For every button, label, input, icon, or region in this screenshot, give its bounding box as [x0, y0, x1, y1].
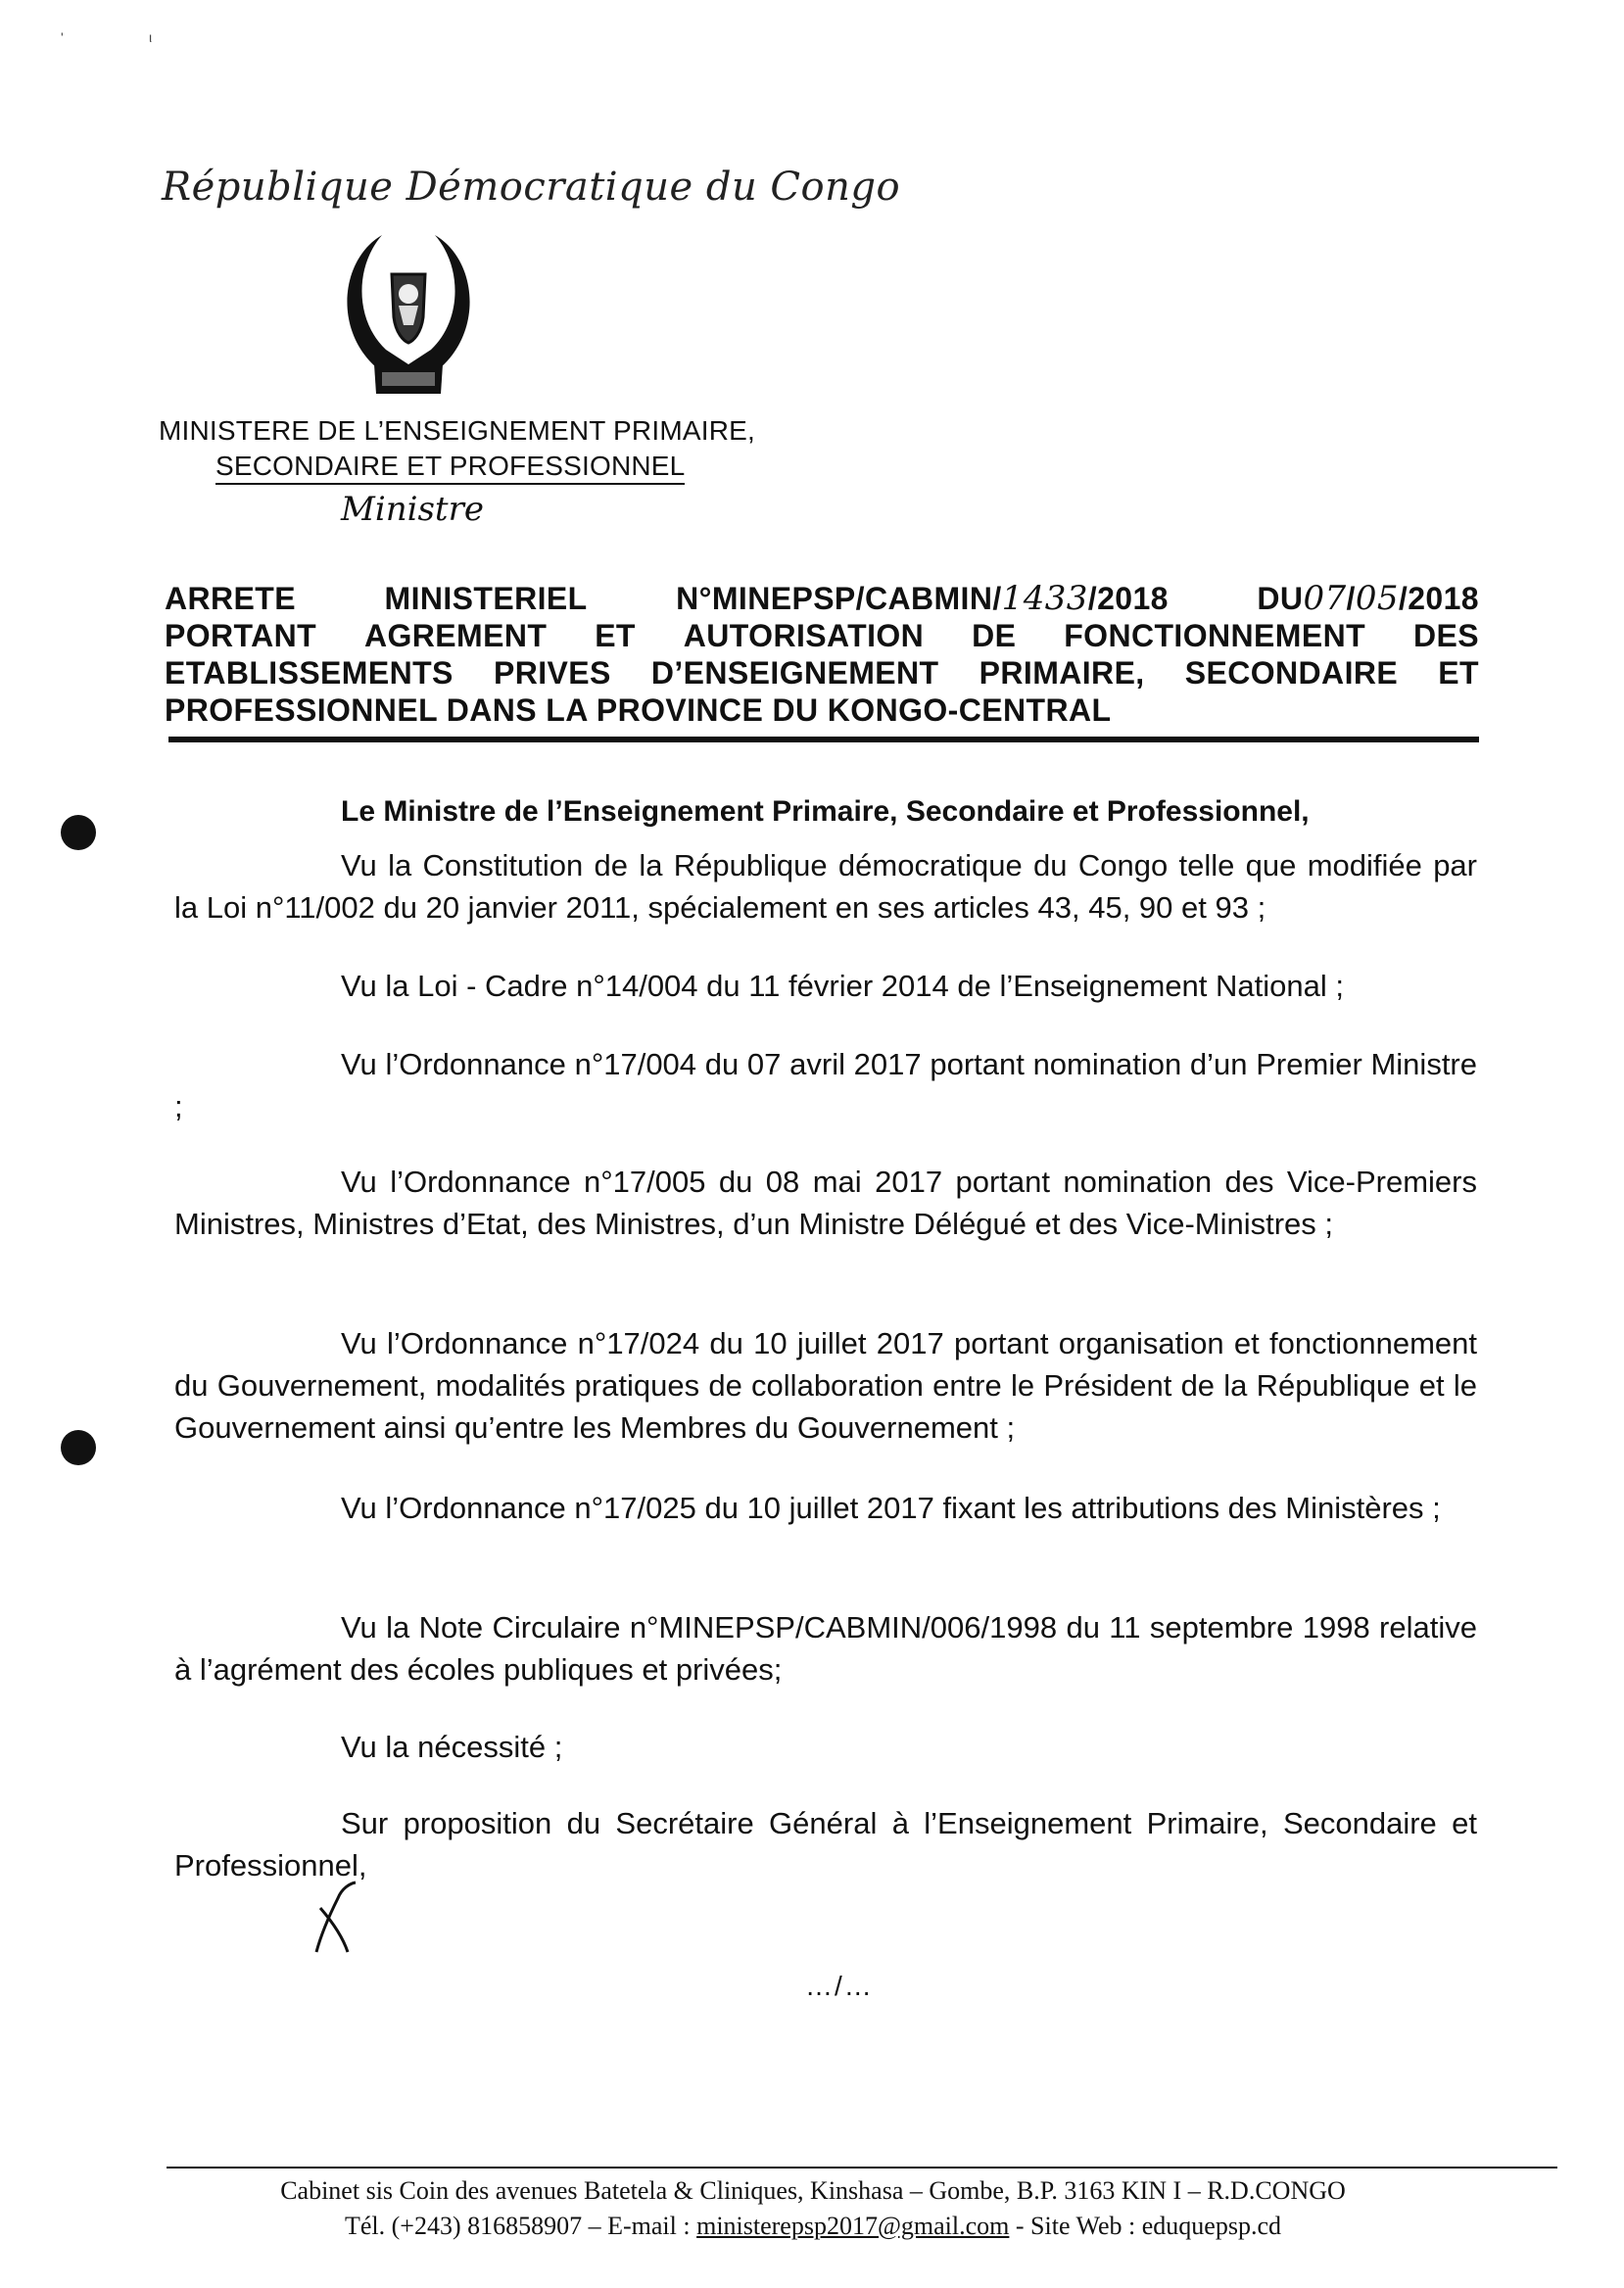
- title-word: DE: [972, 618, 1017, 653]
- decree-title: [165, 580, 1479, 729]
- title-word: ET: [1438, 655, 1479, 691]
- footer-address: Cabinet sis Coin des avenues Batetela & Cliniques, Kinshasa – Gombe, B.P. 3163 KIN I – R.D.CONGO: [280, 2176, 1346, 2205]
- title-word: ARRETE: [165, 581, 296, 616]
- scan-mark: ι: [149, 29, 153, 45]
- title-word: PORTANT: [165, 618, 317, 653]
- decree-number: [676, 580, 1169, 617]
- recital-ordonnance-17-024: Vu l’Ordonnance n°17/024 du 10 juillet 2017 portant organisation et fonctionnement du Gouvernement, modalités pratiques de collaboration entre le Président de la République et le Gouvernement ainsi qu’entre les Membres du Gouvernement ;: [174, 1326, 1477, 1445]
- recital-proposition: Sur proposition du Secrétaire Général à l’Enseignement Primaire, Secondaire et Professionnel,: [174, 1806, 1477, 1883]
- title-word: DES: [1412, 618, 1479, 653]
- republic-heading: République Démocratique du Congo: [162, 165, 901, 210]
- recital-ordonnance-17-004: Vu l’Ordonnance n°17/004 du 07 avril 2017 portant nomination d’un Premier Ministre ;: [174, 1047, 1477, 1123]
- title-word: ET: [595, 618, 636, 653]
- footer-email-link[interactable]: ministerepsp2017@gmail.com: [696, 2212, 1010, 2240]
- coat-of-arms-emblem: [325, 227, 492, 404]
- title-word: ETABLISSEMENTS: [165, 655, 454, 691]
- title-word: AGREMENT: [363, 618, 548, 653]
- title-line-3: [165, 654, 1479, 691]
- recital-loi-cadre: Vu la Loi - Cadre n°14/004 du 11 février 2014 de l’Enseignement National ;: [341, 969, 1344, 1003]
- ministre-subheading: Ministre: [341, 490, 484, 529]
- title-underline-rule: [168, 737, 1479, 742]
- title-word: FONCTIONNEMENT: [1064, 618, 1366, 653]
- recital-constitution: Vu la Constitution de la République démocratique du Congo telle que modifiée par la Loi n°11/002 du 20 janvier 2011, spécialement en ses articles 43, 45, 90 et 93 ;: [174, 848, 1477, 925]
- title-line-2: [165, 617, 1479, 654]
- recital-ordonnance-17-025: Vu l’Ordonnance n°17/025 du 10 juillet 2017 fixant les attributions des Ministères ;: [341, 1491, 1441, 1525]
- footer-contact: [167, 2212, 1459, 2241]
- decree-number-suffix: /2018: [1087, 581, 1169, 616]
- recital-ordonnance-17-005: Vu l’Ordonnance n°17/005 du 08 mai 2017 portant nomination des Vice-Premiers Ministres, Ministres d’Etat, des Ministres, d’un Ministre Délégué et des Vice-Ministres ;: [174, 1165, 1477, 1241]
- date-suffix: /2018: [1398, 581, 1479, 616]
- recital-note-circulaire: Vu la Note Circulaire n°MINEPSP/CABMIN/006/1998 du 11 septembre 1998 relative à l’agrément des écoles publiques et privées;: [174, 1610, 1477, 1687]
- title-word: MINISTERIEL: [384, 581, 588, 616]
- title-word: AUTORISATION: [683, 618, 925, 653]
- title-word: SECONDAIRE: [1184, 655, 1399, 691]
- footer-website: - Site Web : eduquepsp.cd: [1009, 2212, 1281, 2240]
- punch-hole: [61, 1430, 96, 1465]
- punch-hole: [61, 815, 96, 850]
- date-separator: /: [1346, 581, 1356, 616]
- ministry-name-line1: MINISTERE DE L’ENSEIGNEMENT PRIMAIRE,: [159, 415, 755, 446]
- handwritten-day: 07: [1303, 579, 1347, 618]
- title-line-1: [165, 580, 1479, 617]
- handwritten-number: 1433: [1001, 579, 1088, 618]
- decree-number-prefix: N°MINEPSP/CABMIN/: [676, 581, 1002, 616]
- title-word: PRIMAIRE,: [979, 655, 1145, 691]
- handwritten-month: 05: [1355, 579, 1399, 618]
- page-continuation-mark: …/…: [805, 1971, 874, 2001]
- title-word: PRIVES: [493, 655, 611, 691]
- minister-heading: Le Ministre de l’Enseignement Primaire, Secondaire et Professionnel,: [341, 795, 1310, 828]
- title-word: D’ENSEIGNEMENT: [650, 655, 939, 691]
- scan-mark: ': [61, 29, 64, 45]
- footer-rule: [167, 2167, 1557, 2169]
- ministry-name-line2: SECONDAIRE ET PROFESSIONNEL: [215, 451, 685, 485]
- decree-date: [1257, 580, 1479, 617]
- initials-signature: [309, 1879, 367, 1957]
- title-line-4: PROFESSIONNEL DANS LA PROVINCE DU KONGO-CENTRAL: [165, 692, 1112, 728]
- recital-necessite: Vu la nécessité ;: [341, 1730, 563, 1764]
- date-prefix: DU: [1257, 581, 1304, 616]
- footer-phone: Tél. (+243) 816858907 – E-mail :: [344, 2212, 697, 2240]
